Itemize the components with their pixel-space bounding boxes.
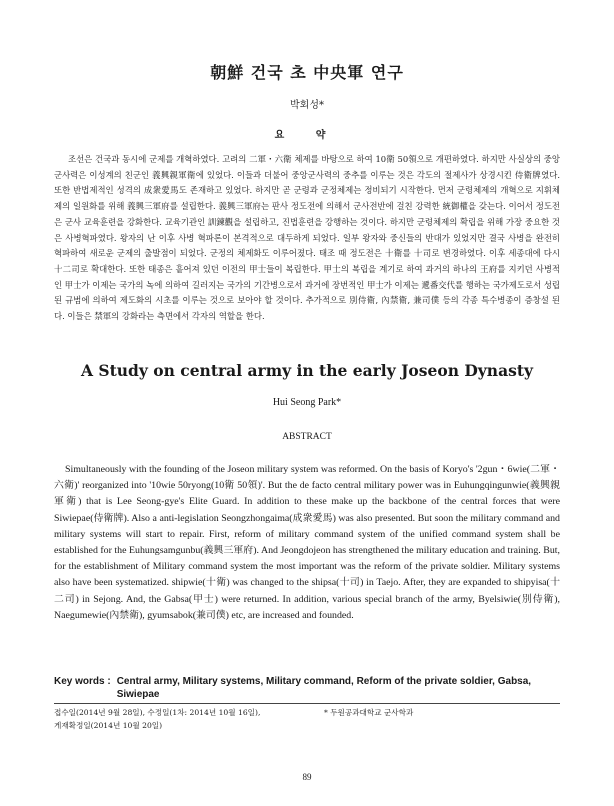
korean-title: 朝鮮 건국 초 中央軍 연구: [210, 63, 404, 82]
korean-author: 박회성*: [290, 100, 324, 111]
keywords-label: Key words :: [54, 676, 111, 687]
footnote-divider: [54, 703, 560, 704]
korean-abstract-heading: 요 약: [274, 130, 340, 141]
english-abstract: Simultaneously with the founding of the Joseon military system was reformed. On the basis of Koryo's '2gun・6wie(二軍・六衛)' reorganized into '10wie 50ryong(10衛 50領)'. But the de facto central military power was in Euhungqingunwie(義興親軍衛) that is Lee Seong-gye's Elite Guard. In addition to these make up the backbone of the central forces that were Siwiepae(侍衛牌). Also a anti-legislation Seongzhongaima(成衆愛馬) was also presented. But soon the military command and military systems will start to repair. First, reform of military command system of the unified command system shall be established for the Euhungsamgunbu(義興三軍府). And Jeongdojeon has strengthened the military education and training. But, for the establishment of Military command system the most important was the reform of the private soldier. Military systems also have been systematized. shipwie(十衛) was changed to the shipsa(十司) in Taejo. After, they are expanded to shipyisa(十二司) in Sejong. And, the Gabsa(甲士) were returned. In addition, various special branch of the army, Byelsiwie(別侍衛), Naegumewie(內禁衛), gyumsabok(兼司僕) etc, are increased and founded.: [54, 464, 560, 621]
english-abstract-heading: ABSTRACT: [282, 432, 332, 442]
english-title: A Study on central army in the early Joseon Dynasty: [80, 361, 534, 380]
page-number: 89: [302, 772, 312, 782]
keywords-text: Central army, Military systems, Military command, Reform of the private soldier, Gabsa, Siwiepae: [116, 676, 532, 700]
korean-abstract: 조선은 건국과 동시에 군제를 개혁하였다. 고려의 二軍・六衛 체제를 바탕으로 하여 10衛 50領으로 개편하였다. 하지만 사실상의 중앙군사력은 이성계의 친군인 義興親軍衛에 있었다. 이들과 더불어 중앙군사력의 중추를 이루는 것은 각도의 절제사가 상경시킨 侍衛牌였다. 또한 반법제적인 성격의 成衆愛馬도 존재하고 있었다. 하지만 곧 군령과 군정체제는 정비되기 시작한다. 먼저 군령체제의 개혁으로 지휘체제의 일원화를 위해 義興三軍府를 설립한다. 義興三軍府는 판사 정도전에 의해서 군사전반에 걸친 강력한 統御權을 갖는다. 이어서 정도전은 군사 교육훈련을 강화한다. 교육기관인 訓鍊觀을 설립하고, 진법훈련을 강행하는 것이다. 하지만 군령체제의 확립을 위해 가장 중요한 것은 사병혁파였다. 왕자의 난 이후 사병 혁파론이 본격적으로 대두하게 되었다. 일부 왕자와 중신들의 반대가 있었지만 결국 사병을 완전히 혁파하여 새로운 군제의 출발점이 되었다. 군정의 체제화도 이루어졌다. 태조 때 정도전은 十衛를 十司로 변경하였다. 이후 세종대에 다시 十二司로 확대한다. 또한 태종은 흩어져 있던 이전의 甲士들이 복립한다. 甲士의 복립을 계기로 하여 과거의 하나의 王府를 지키던 사병적인 甲士가 이제는 국가의 녹에 의하여 길러지는 국가의 기간병으로서 과거에 장번적인 甲士가 이제는 遞番交代를 행하는 국가제도로서 성립된 규범에 의하여 제도화의 시초를 이루는 것으로 보아야 할 것이다. 추가적으로 別侍衛, 內禁衛, 兼司僕 등의 각종 특수병종이 증창설 된다. 이들은 禁軍의 강화라는 측면에서 각자의 역할을 한다.: [54, 154, 561, 322]
keywords: [54, 675, 560, 701]
english-author: Hui Seong Park*: [272, 397, 342, 408]
author-affiliation: * 두원공과대학교 군사학과: [324, 708, 414, 717]
acceptance-date-line: 게재확정일(2014년 10월 20일): [54, 720, 163, 730]
received-date-line: 접수일(2014년 9월 28일), 수정일(1차: 2014년 10월 16일),: [54, 708, 261, 717]
received-dates: [54, 707, 324, 732]
